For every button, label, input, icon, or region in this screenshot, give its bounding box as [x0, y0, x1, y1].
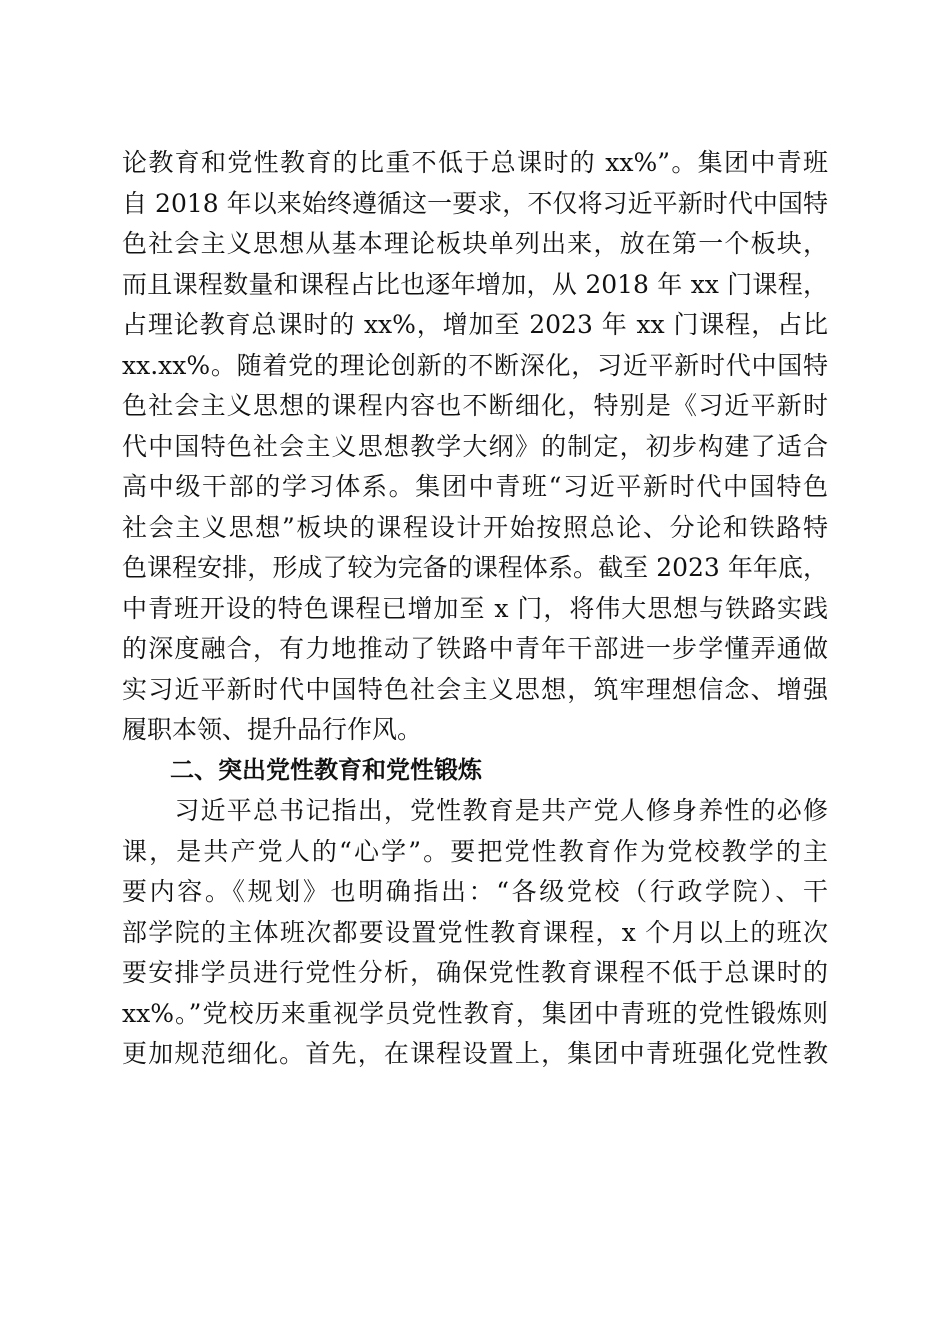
paragraph-line: xx%。”党校历来重视学员党性教育，集团中青班的党性锻炼则 — [122, 998, 828, 1028]
paragraph-line: 高中级干部的学习体系。集团中青班“习近平新时代中国特色 — [122, 472, 828, 501]
paragraph-line: 部学院的主体班次都要设置党性教育课程，x 个月以上的班次 — [122, 917, 828, 947]
paragraph-line: xx.xx%。随着党的理论创新的不断深化，习近平新时代中国特 — [122, 350, 828, 380]
paragraph-line: 的深度融合，有力地推动了铁路中青年干部进一步学懂弄通做 — [122, 634, 828, 663]
paragraph-line: 习近平总书记指出，党性教育是共产党人修身养性的必修 — [122, 796, 828, 825]
paragraph-line: 占理论教育总课时的 xx%，增加至 2023 年 xx 门课程，占比 — [122, 310, 828, 339]
paragraph-line: 代中国特色社会主义思想教学大纲》的制定，初步构建了适合 — [122, 431, 828, 461]
paragraph-line: 色社会主义思想从基本理论板块单列出来，放在第一个板块， — [122, 229, 828, 258]
paragraph-line: 中青班开设的特色课程已增加至 x 门，将伟大思想与铁路实践 — [122, 593, 828, 623]
paragraph-line: 色社会主义思想的课程内容也不断细化，特别是《习近平新时 — [122, 391, 828, 420]
paragraph-line: 论教育和党性教育的比重不低于总课时的 xx%”。集团中青班 — [122, 148, 828, 177]
document-body — [122, 150, 828, 1082]
paragraph-line: 实习近平新时代中国特色社会主义思想，筑牢理想信念、增强 — [122, 674, 828, 704]
paragraph-line: 社会主义思想”板块的课程设计开始按照总论、分论和铁路特 — [122, 512, 828, 542]
section-heading: 二、突出党性教育和党性锻炼 — [122, 755, 482, 784]
paragraph-line: 要内容。《规划》也明确指出：“各级党校（行政学院）、干 — [122, 877, 828, 906]
paragraph-line: 而且课程数量和课程占比也逐年增加，从 2018 年 xx 门课程， — [122, 269, 828, 299]
paragraph-line: 履职本领、提升品行作风。 — [122, 715, 423, 744]
paragraph-line: 色课程安排，形成了较为完备的课程体系。截至 2023 年年底， — [122, 553, 828, 582]
paragraph-line: 自 2018 年以来始终遵循这一要求，不仅将习近平新时代中国特 — [122, 188, 828, 218]
paragraph-line: 要安排学员进行党性分析，确保党性教育课程不低于总课时的 — [122, 958, 828, 987]
paragraph-line: 课，是共产党人的“心学”。要把党性教育作为党校教学的主 — [122, 836, 828, 866]
paragraph-line: 更加规范细化。首先，在课程设置上，集团中青班强化党性教 — [122, 1039, 828, 1068]
